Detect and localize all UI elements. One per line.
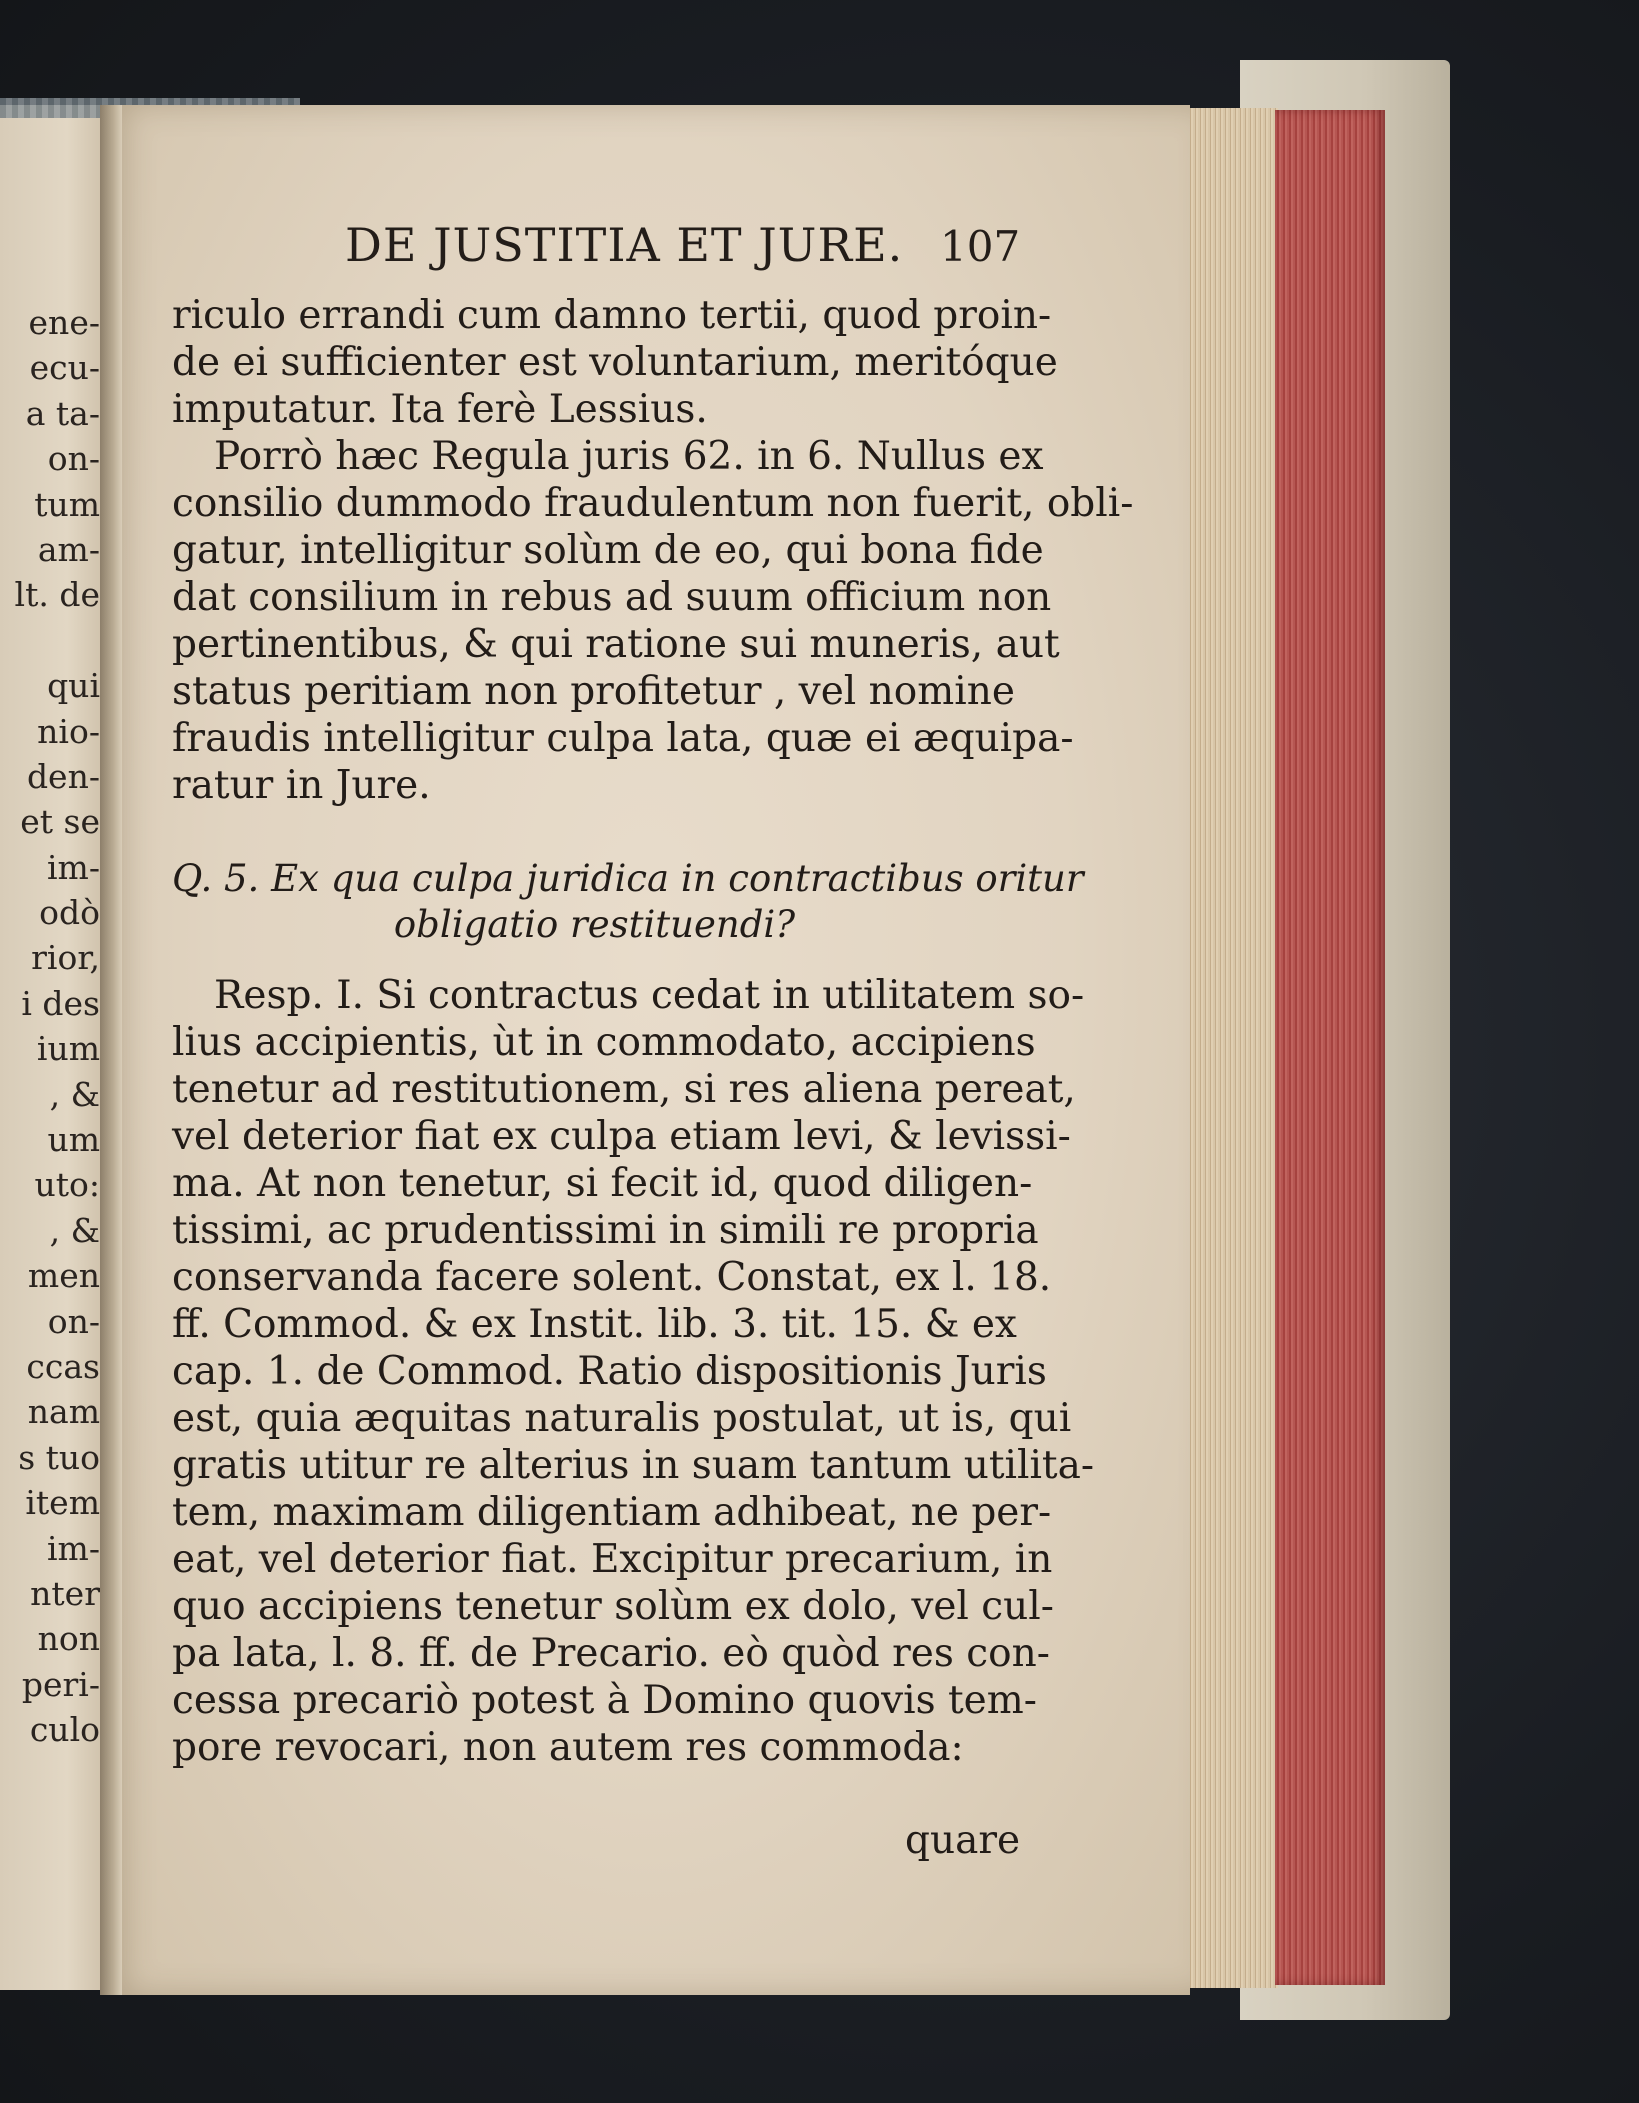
text-line: status peritiam non profitetur , vel nomine — [172, 669, 1015, 714]
left-fragment: ium — [36, 1029, 100, 1069]
text-line: fraudis intelligitur culpa lata, quæ ei æquipa- — [172, 716, 1074, 761]
text-line: tissimi, ac prudentissimi in simili re propria — [172, 1208, 1039, 1253]
text-line: Porrò hæc Regula juris 62. in 6. Nullus ex — [214, 434, 1044, 479]
catchword: quare — [905, 1818, 1021, 1863]
left-fragment: s tuo — [18, 1437, 100, 1477]
text-line: ff. Commod. & ex Instit. lib. 3. tit. 15. & ex — [172, 1302, 1017, 1347]
text-line: cap. 1. de Commod. Ratio dispositionis Juris — [172, 1349, 1047, 1394]
text-line: pore revocari, non autem res commoda: — [172, 1725, 964, 1770]
left-fragment: i des — [21, 983, 100, 1023]
text-line: tenetur ad restitutionem, si res aliena pereat, — [172, 1067, 1076, 1112]
left-fragment — [0, 618, 100, 663]
left-fragment: non — [37, 1619, 100, 1659]
left-fragment: a ta- — [25, 393, 100, 433]
text-line: cessa precariò potest à Domino quovis tem- — [172, 1678, 1037, 1723]
left-fragment: on- — [47, 1301, 100, 1341]
text-line: quo accipiens tenetur solùm ex dolo, vel cul- — [172, 1584, 1054, 1629]
left-fragment: ene- — [28, 303, 100, 342]
left-fragment: rior, — [31, 938, 100, 978]
text-line: pertinentibus, & qui ratione sui muneris, aut — [172, 622, 1060, 667]
text-line: eat, vel deterior fiat. Excipitur precarium, in — [172, 1537, 1053, 1582]
text-line: riculo errandi cum damno tertii, quod proin- — [172, 293, 1052, 338]
left-fragment: odò — [39, 893, 100, 933]
red-sprinkled-edge — [1275, 110, 1385, 1985]
text-line: vel deterior fiat ex culpa etiam levi, & levissi- — [172, 1114, 1071, 1159]
page-number: 107 — [940, 222, 1021, 271]
left-fragment: culo — [29, 1710, 100, 1750]
left-fragment: um — [47, 1120, 100, 1160]
left-fragment: nio- — [37, 711, 100, 751]
text-line: dat consilium in rebus ad suum officium non — [172, 575, 1052, 620]
left-fragment: ecu- — [29, 348, 100, 388]
left-fragment: nter — [30, 1573, 100, 1613]
left-fragment: den- — [26, 756, 100, 796]
text-line: lius accipientis, ùt in commodato, accipiens — [172, 1020, 1036, 1065]
text-line: conservanda facere solent. Constat, ex l. 18. — [172, 1255, 1052, 1300]
text-line: Resp. I. Si contractus cedat in utilitatem so- — [214, 973, 1085, 1018]
left-fragment: im- — [47, 1528, 100, 1568]
text-line: pa lata, l. 8. ff. de Precario. eò quòd res con- — [172, 1631, 1050, 1676]
left-fragment: im- — [47, 847, 100, 887]
question-line: Q. 5. Ex qua culpa juridica in contractibus oritur — [172, 857, 1084, 900]
left-fragment: , & — [49, 1074, 100, 1114]
text-line: de ei sufficienter est voluntarium, meritóque — [172, 340, 1058, 385]
book-gutter — [100, 105, 122, 1995]
text-line: imputatur. Ita ferè Lessius. — [172, 387, 708, 432]
text-line: gratis utitur re alterius in suam tantum utilita- — [172, 1443, 1095, 1488]
running-head: DE JUSTITIA ET JURE. — [345, 218, 904, 272]
left-fragment: , & — [49, 1210, 100, 1250]
left-fragment: tum — [34, 484, 100, 524]
left-fragment: uto: — [34, 1165, 100, 1205]
question-line: obligatio restituendi? — [393, 903, 796, 946]
left-fragment: peri- — [21, 1664, 100, 1704]
text-line: gatur, intelligitur solùm de eo, qui bona fide — [172, 528, 1044, 573]
left-fragment: ccas — [26, 1346, 100, 1386]
text-line: tem, maximam diligentiam adhibeat, ne per- — [172, 1490, 1052, 1535]
body-text-top — [172, 292, 1134, 809]
left-fragment: men — [27, 1256, 100, 1296]
left-fragment: et se — [20, 802, 100, 842]
left-fragment: nam — [27, 1392, 100, 1432]
body-text-response — [172, 972, 1095, 1771]
text-line: ma. At non tenetur, si fecit id, quod diligen- — [172, 1161, 1033, 1206]
left-fragment: item — [25, 1483, 100, 1523]
left-fragment: am- — [37, 529, 100, 569]
left-fragment: lt. de — [14, 575, 100, 615]
left-page-text-fragments — [0, 300, 100, 1753]
text-line: ratur in Jure. — [172, 763, 431, 808]
page-block-edges — [1178, 108, 1278, 1988]
left-fragment: qui — [47, 666, 100, 706]
text-line: consilio dummodo fraudulentum non fuerit, obli- — [172, 481, 1134, 526]
question-heading — [172, 856, 1084, 948]
text-line: est, quia æquitas naturalis postulat, ut is, qui — [172, 1396, 1072, 1441]
left-fragment: on- — [47, 439, 100, 479]
